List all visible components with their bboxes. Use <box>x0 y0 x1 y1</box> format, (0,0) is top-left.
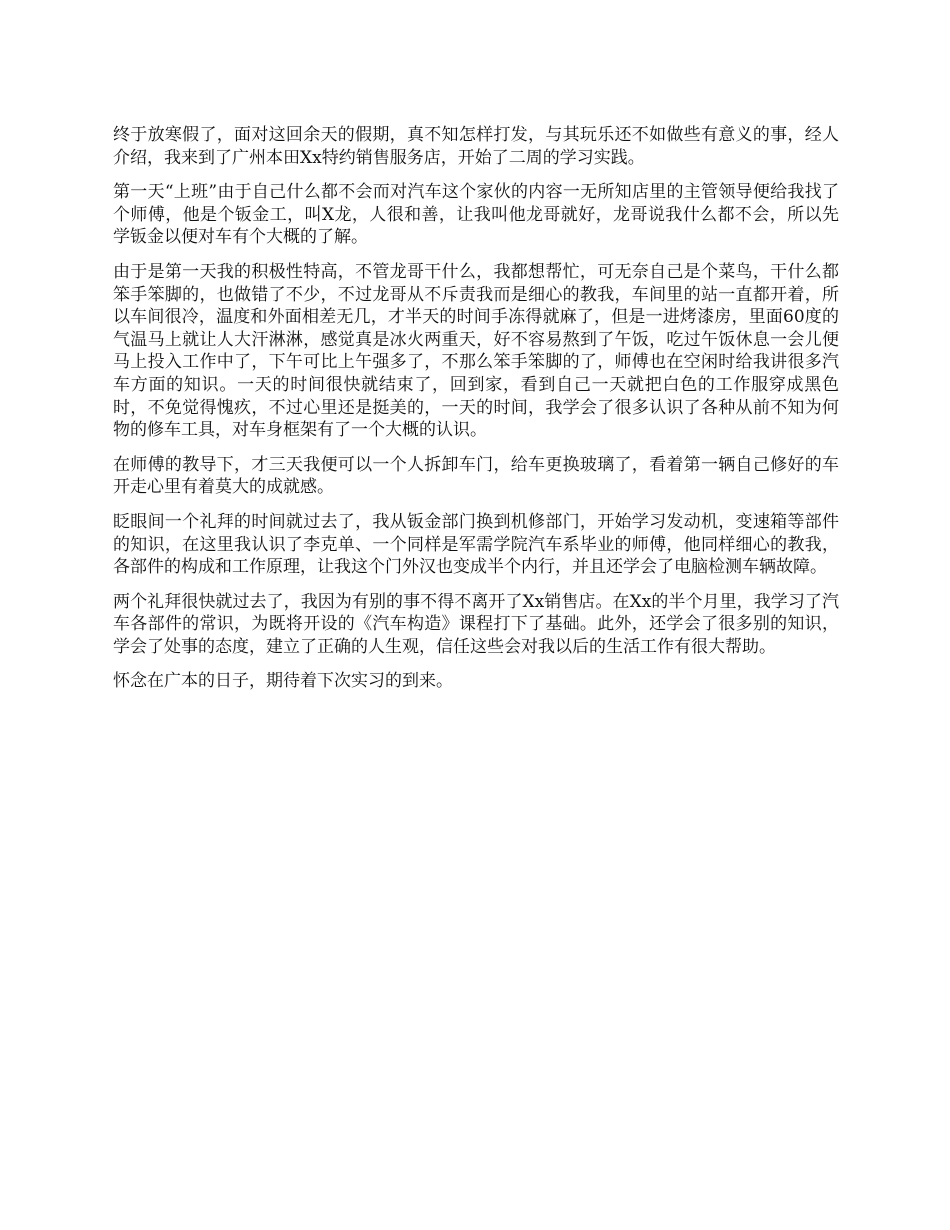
paragraph-winter-break: 终于放寒假了，面对这回余天的假期，真不知怎样打发，与其玩乐还不如做些有意义的事，经人介绍，我来到了广州本田Xx特约销售服务店，开始了二周的学习实践。 <box>113 125 839 168</box>
paragraph-two-weeks: 两个礼拜很快就过去了，我因为有别的事不得不离开了Xx销售店。在Xx的半个月里，我学习了汽车各部件的常识，为既将开设的《汽车构造》课程打下了基础。此外，还学会了很多别的知识，学会了处事的态度，建立了正确的人生观，信任这些会对我以后的生活工作有很大帮助。 <box>113 591 839 657</box>
paragraph-three-days: 在师傅的教导下，才三天我便可以一个人拆卸车门，给车更换玻璃了，看着第一辆自己修好的车开走心里有着莫大的成就感。 <box>113 454 839 498</box>
paragraph-first-day-work: 由于是第一天我的积极性特高，不管龙哥干什么，我都想帮忙，可无奈自己是个菜鸟，干什么都笨手笨脚的，也做错了不少，不过龙哥从不斥责我而是细心的教我，车间里的站一直都开着，所以车间很冷，温度和外面相差无几，才半天的时间手冻得就麻了，但是一进烤漆房，里面60度的气温马上就让人大汗淋淋，感觉真是冰火两重天，好不容易熬到了午饭，吃过午饭休息一会儿便马上投入工作中了，下午可比上午强多了，不那么笨手笨脚的了，师傅也在空闲时给我讲很多汽车方面的知识。一天的时间很快就结束了，回到家，看到自己一天就把白色的工作服穿成黑色时，不免觉得愧疚，不过心里还是挺美的，一天的时间，我学会了很多认识了各种从前不知为何物的修车工具，对车身框架有了一个大概的认识。 <box>113 261 839 441</box>
paragraph-mechanic-department: 眨眼间一个礼拜的时间就过去了，我从钣金部门换到机修部门，开始学习发动机，变速箱等部件的知识，在这里我认识了李克单、一个同样是军需学院汽车系毕业的师傅，他同样细心的教我，各部件的构成和工作原理，让我这个门外汉也变成半个内行，并且还学会了电脑检测车辆故障。 <box>113 511 839 578</box>
paragraph-closing: 怀念在广本的日子，期待着下次实习的到来。 <box>113 671 453 692</box>
paragraph-first-day: 第一天“上班”由于自己什么都不会而对汽车这个家伙的内容一无所知店里的主管领导便给我找了个师傅，他是个钣金工，叫X龙，人很和善，让我叫他龙哥就好，龙哥说我什么都不会，所以先学钣金以便对车有个大概的了解。 <box>113 182 839 248</box>
document-body <box>113 124 839 705</box>
